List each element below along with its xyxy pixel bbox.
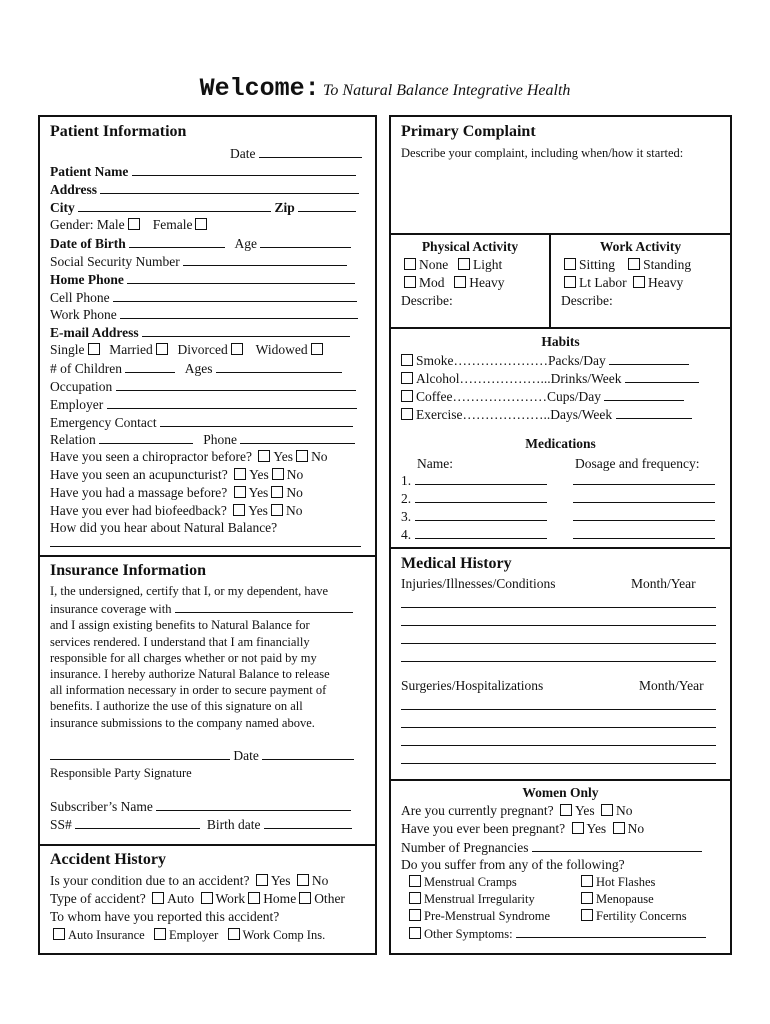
ever-pregnant-row: Have you ever been pregnant? Yes No bbox=[401, 821, 645, 836]
surgeries-label: Surgeries/Hospitalizations bbox=[401, 678, 544, 693]
other-symptoms-row: Other Symptoms: bbox=[409, 924, 720, 942]
married-checkbox[interactable] bbox=[156, 343, 168, 355]
surgery-line[interactable] bbox=[401, 745, 716, 746]
other-symptoms-field[interactable] bbox=[516, 924, 706, 938]
marital-row: Single Married Divorced Widowed bbox=[50, 341, 365, 359]
chiro-row: Have you seen a chiropractor before? Yes No bbox=[50, 449, 328, 464]
occupation-row: Occupation bbox=[50, 377, 365, 395]
accident-due-row: Is your condition due to an accident? Yes No bbox=[50, 873, 329, 888]
chiro-yes-checkbox[interactable] bbox=[258, 450, 270, 462]
none-checkbox[interactable] bbox=[404, 258, 416, 270]
city-field[interactable] bbox=[78, 198, 271, 212]
dob-row: Date of Birth Age bbox=[50, 234, 365, 252]
menopause-checkbox[interactable] bbox=[581, 892, 593, 904]
med-row-2: 2. bbox=[401, 489, 720, 507]
left-column bbox=[38, 115, 377, 955]
relation-field[interactable] bbox=[99, 430, 193, 444]
coffee-field[interactable] bbox=[604, 387, 684, 401]
signature-date-field[interactable] bbox=[262, 746, 354, 760]
name-row: Patient Name bbox=[50, 162, 365, 180]
work-phone-field[interactable] bbox=[120, 305, 358, 319]
med-row-3: 3. bbox=[401, 507, 720, 525]
injury-line[interactable] bbox=[401, 607, 716, 608]
pregnancies-field[interactable] bbox=[532, 838, 702, 852]
city-row: City Zip bbox=[50, 198, 365, 216]
work-row-2: Lt Labor Heavy bbox=[561, 274, 720, 292]
date-row: Date bbox=[230, 144, 365, 162]
pregnant-row: Are you currently pregnant? Yes No bbox=[401, 803, 633, 818]
relation-phone-field[interactable] bbox=[240, 430, 355, 444]
ss-field[interactable] bbox=[75, 815, 200, 829]
ssn-field[interactable] bbox=[183, 252, 347, 266]
injury-line[interactable] bbox=[401, 625, 716, 626]
accident-no-checkbox[interactable] bbox=[297, 874, 309, 886]
employer-field[interactable] bbox=[107, 395, 357, 409]
alcohol-row: Alcohol………………...Drinks/Week bbox=[401, 369, 720, 387]
dob-field[interactable] bbox=[129, 234, 225, 248]
accident-yes-checkbox[interactable] bbox=[256, 874, 268, 886]
med-dosage-field[interactable] bbox=[573, 525, 715, 539]
complaint-heading: Primary Complaint bbox=[401, 123, 536, 140]
med-name-field[interactable] bbox=[415, 507, 547, 521]
biofeedback-row: Have you ever had biofeedback? Yes No bbox=[50, 503, 303, 518]
signature-label: Responsible Party Signature bbox=[50, 766, 192, 780]
signature-field[interactable] bbox=[50, 746, 230, 760]
single-checkbox[interactable] bbox=[88, 343, 100, 355]
massage-no-checkbox[interactable] bbox=[271, 486, 283, 498]
ssn-row: Social Security Number bbox=[50, 252, 365, 270]
heavy-checkbox[interactable] bbox=[454, 276, 466, 288]
work-phone-row: Work Phone bbox=[50, 305, 365, 323]
zip-field[interactable] bbox=[298, 198, 356, 212]
insurance-heading: Insurance Information bbox=[50, 562, 207, 579]
accident-heading: Accident History bbox=[50, 851, 166, 868]
med-name-field[interactable] bbox=[415, 471, 547, 485]
injury-line[interactable] bbox=[401, 661, 716, 662]
signature-row: Date bbox=[50, 746, 365, 764]
work-describe: Describe: bbox=[561, 293, 613, 308]
coffee-checkbox[interactable] bbox=[401, 390, 413, 402]
ever-yes-checkbox[interactable] bbox=[572, 822, 584, 834]
divider bbox=[40, 555, 375, 557]
physical-describe: Describe: bbox=[401, 293, 453, 308]
pregnancies-row: Number of Pregnancies bbox=[401, 838, 720, 856]
acu-row: Have you seen an acupuncturist? Yes No bbox=[50, 467, 304, 482]
coffee-row: Coffee…………………Cups/Day bbox=[401, 387, 720, 405]
female-checkbox[interactable] bbox=[195, 218, 207, 230]
smoke-row: Smoke…………………Packs/Day bbox=[401, 351, 720, 369]
cramps-checkbox[interactable] bbox=[409, 875, 421, 887]
smoke-checkbox[interactable] bbox=[401, 354, 413, 366]
menopause-option: Menopause bbox=[581, 890, 720, 908]
bio-yes-checkbox[interactable] bbox=[233, 504, 245, 516]
ss-row: SS# Birth date bbox=[50, 815, 365, 833]
physical-row-1: None Light bbox=[401, 256, 539, 274]
med-name-field[interactable] bbox=[415, 525, 547, 539]
med-name-label: Name: bbox=[417, 456, 453, 471]
employer-row: Employer bbox=[50, 395, 365, 413]
medical-history-heading: Medical History bbox=[401, 555, 512, 572]
emergency-field[interactable] bbox=[160, 413, 353, 427]
divider bbox=[40, 844, 375, 846]
cell-phone-row: Cell Phone bbox=[50, 288, 365, 306]
other-symptoms-checkbox[interactable] bbox=[409, 927, 421, 939]
address-row: Address bbox=[50, 180, 365, 198]
sitting-checkbox[interactable] bbox=[564, 258, 576, 270]
med-dosage-field[interactable] bbox=[573, 471, 715, 485]
patient-name-field[interactable] bbox=[132, 162, 356, 176]
med-dosage-field[interactable] bbox=[573, 489, 715, 503]
children-row: # of Children Ages bbox=[50, 359, 365, 377]
date-field[interactable] bbox=[259, 144, 362, 158]
reported-row: To whom have you reported this accident? bbox=[50, 909, 280, 924]
welcome-text: Welcome: bbox=[199, 74, 320, 103]
alcohol-field[interactable] bbox=[625, 369, 699, 383]
surgeries-month-year-label: Month/Year bbox=[639, 678, 704, 693]
med-name-field[interactable] bbox=[415, 489, 547, 503]
women-heading: Women Only bbox=[522, 785, 599, 800]
injury-line[interactable] bbox=[401, 643, 716, 644]
hear-row: How did you hear about Natural Balance? bbox=[50, 520, 278, 535]
alcohol-checkbox[interactable] bbox=[401, 372, 413, 384]
home-phone-row: Home Phone bbox=[50, 270, 365, 288]
divorced-checkbox[interactable] bbox=[231, 343, 243, 355]
employer-checkbox[interactable] bbox=[154, 928, 166, 940]
lt-labor-checkbox[interactable] bbox=[564, 276, 576, 288]
divider bbox=[391, 547, 730, 549]
fertility-checkbox[interactable] bbox=[581, 909, 593, 921]
age-field[interactable] bbox=[260, 234, 351, 248]
chiro-no-checkbox[interactable] bbox=[296, 450, 308, 462]
work-comp-checkbox[interactable] bbox=[228, 928, 240, 940]
pms-checkbox[interactable] bbox=[409, 909, 421, 921]
pms-option: Pre-Menstrual Syndrome bbox=[409, 907, 720, 925]
suffer-row: Do you suffer from any of the following? bbox=[401, 857, 625, 872]
insurance-company-field[interactable] bbox=[175, 599, 353, 613]
relation-row: Relation Phone bbox=[50, 430, 365, 448]
widowed-checkbox[interactable] bbox=[311, 343, 323, 355]
irregularity-checkbox[interactable] bbox=[409, 892, 421, 904]
email-field[interactable] bbox=[142, 323, 350, 337]
children-field[interactable] bbox=[125, 359, 175, 373]
pregnant-yes-checkbox[interactable] bbox=[560, 804, 572, 816]
exercise-checkbox[interactable] bbox=[401, 408, 413, 420]
acu-yes-checkbox[interactable] bbox=[234, 468, 246, 480]
med-row-1: 1. bbox=[401, 471, 720, 489]
work-heading: Work Activity bbox=[599, 239, 682, 254]
physical-activity-section bbox=[391, 233, 549, 327]
gender-row: Gender: Male Female bbox=[50, 216, 365, 234]
physical-row-2: Mod Heavy bbox=[401, 274, 539, 292]
habits-heading: Habits bbox=[541, 334, 580, 349]
work-heavy-checkbox[interactable] bbox=[633, 276, 645, 288]
reported-options-row: Auto Insurance Employer Work Comp Ins. bbox=[50, 926, 365, 944]
cramps-option: Menstrual Cramps bbox=[409, 873, 720, 891]
male-checkbox[interactable] bbox=[128, 218, 140, 230]
injuries-month-year-label: Month/Year bbox=[631, 576, 696, 591]
cell-phone-field[interactable] bbox=[113, 288, 357, 302]
light-checkbox[interactable] bbox=[458, 258, 470, 270]
auto-checkbox[interactable] bbox=[152, 892, 164, 904]
patient-info-heading: Patient Information bbox=[50, 123, 187, 140]
subscriber-row: Subscriber’s Name bbox=[50, 797, 365, 815]
complaint-description: Describe your complaint, including when/how it started: bbox=[401, 146, 684, 160]
pregnant-no-checkbox[interactable] bbox=[601, 804, 613, 816]
med-dosage-label: Dosage and frequency: bbox=[575, 456, 700, 471]
smoke-field[interactable] bbox=[609, 351, 689, 365]
subscriber-field[interactable] bbox=[156, 797, 351, 811]
medications-heading: Medications bbox=[525, 436, 596, 451]
clinic-name: To Natural Balance Integrative Health bbox=[323, 82, 571, 99]
ages-field[interactable] bbox=[216, 359, 342, 373]
birth-date-field[interactable] bbox=[264, 815, 352, 829]
surgery-line[interactable] bbox=[401, 709, 716, 710]
acu-no-checkbox[interactable] bbox=[272, 468, 284, 480]
home-checkbox[interactable] bbox=[248, 892, 260, 904]
work-row-1: Sitting Standing bbox=[561, 256, 720, 274]
work-checkbox[interactable] bbox=[201, 892, 213, 904]
standing-checkbox[interactable] bbox=[628, 258, 640, 270]
fertility-option: Fertility Concerns bbox=[581, 907, 720, 925]
emergency-row: Emergency Contact bbox=[50, 413, 365, 431]
physical-heading: Physical Activity bbox=[421, 239, 519, 254]
surgery-line[interactable] bbox=[401, 727, 716, 728]
med-row-4: 4. bbox=[401, 525, 720, 543]
med-dosage-field[interactable] bbox=[573, 507, 715, 521]
insurance-paragraph: I, the undersigned, certify that I, or my dependent, have insurance coverage with and I assign existing benefits to Natural Balance for services rendered. I understand that I am financially responsible for all charges whether or not paid by my insurance. I hereby authorize Natural Balance to release all information necessary in order to secure payment of benefits. I authorize the use of this signature on all insurance submissions to the company named above. bbox=[50, 583, 365, 731]
address-field[interactable] bbox=[100, 180, 359, 194]
occupation-field[interactable] bbox=[116, 377, 356, 391]
home-phone-field[interactable] bbox=[127, 270, 355, 284]
mod-checkbox[interactable] bbox=[404, 276, 416, 288]
email-row: E-mail Address bbox=[50, 323, 365, 341]
exercise-row: Exercise………………..Days/Week bbox=[401, 405, 720, 423]
massage-row: Have you had a massage before? Yes No bbox=[50, 485, 303, 500]
right-column bbox=[389, 115, 732, 955]
flashes-checkbox[interactable] bbox=[581, 875, 593, 887]
accident-type-row: Type of accident? Auto Work Home Other bbox=[50, 891, 345, 906]
ever-no-checkbox[interactable] bbox=[613, 822, 625, 834]
other-checkbox[interactable] bbox=[299, 892, 311, 904]
massage-yes-checkbox[interactable] bbox=[234, 486, 246, 498]
work-activity-section bbox=[551, 233, 730, 327]
complaint-text-area[interactable] bbox=[399, 165, 722, 231]
auto-insurance-checkbox[interactable] bbox=[53, 928, 65, 940]
flashes-option: Hot Flashes bbox=[581, 873, 720, 891]
form-title bbox=[0, 74, 770, 103]
exercise-field[interactable] bbox=[616, 405, 692, 419]
surgery-line[interactable] bbox=[401, 763, 716, 764]
divider bbox=[391, 327, 730, 329]
hear-answer-field[interactable] bbox=[50, 546, 361, 547]
divider bbox=[391, 779, 730, 781]
irregularity-option: Menstrual Irregularity bbox=[409, 890, 720, 908]
bio-no-checkbox[interactable] bbox=[271, 504, 283, 516]
injuries-label: Injuries/Illnesses/Conditions bbox=[401, 576, 556, 591]
